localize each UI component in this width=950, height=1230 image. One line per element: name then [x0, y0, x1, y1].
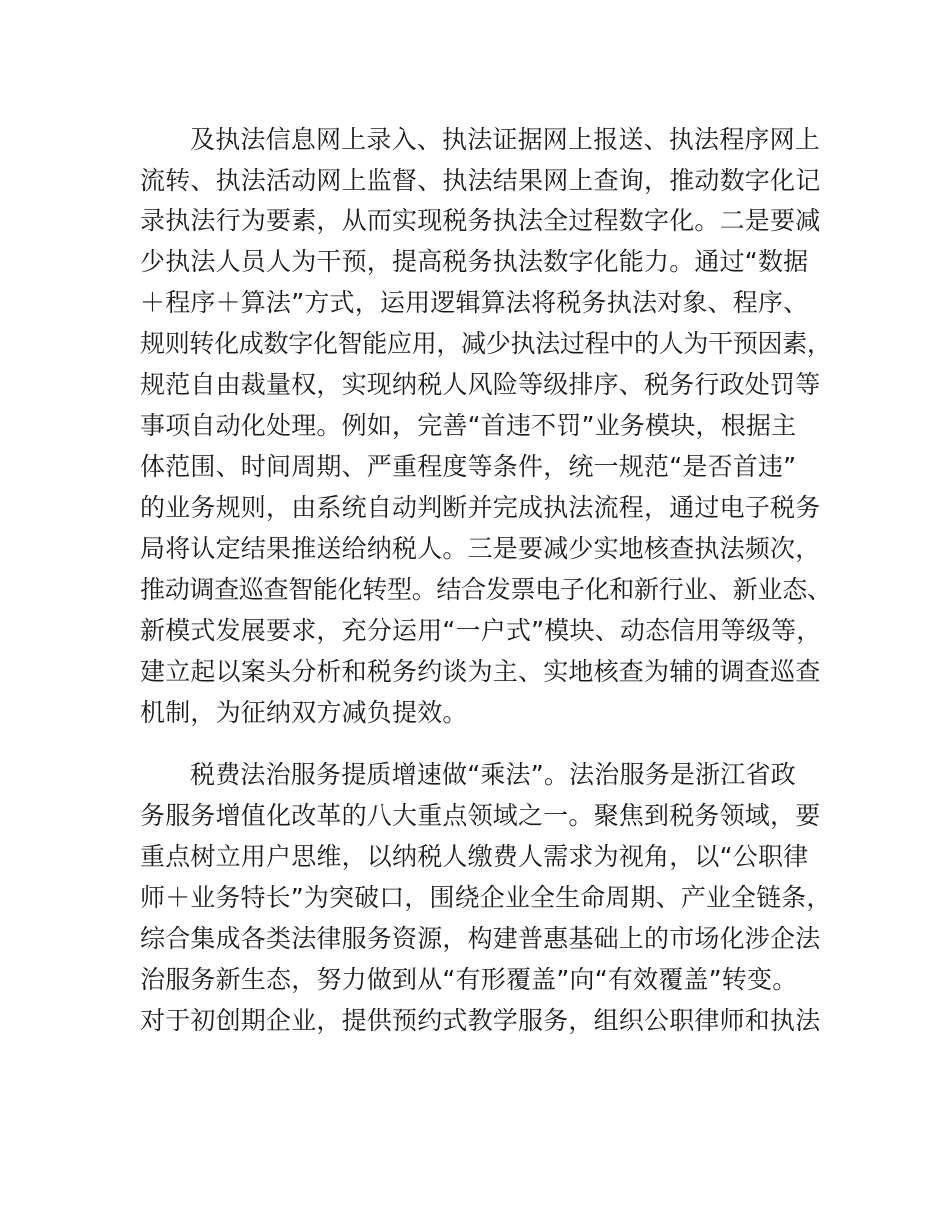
text-line: 师＋业务特长”为突破口，围绕企业全生命周期、产业全链条， — [140, 883, 832, 912]
text-line: 局将认定结果推送给纳税人。三是要减少实地核查执法频次， — [140, 534, 821, 563]
text-line: ＋程序＋算法”方式，运用逻辑算法将税务执法对象、程序、 — [140, 288, 809, 317]
text-line: 综合集成各类法律服务资源，构建普惠基础上的市场化涉企法 — [140, 924, 821, 953]
text-line: 重点树立用户思维，以纳税人缴费人需求为视角，以“公职律 — [140, 842, 809, 871]
text-line: 规范自由裁量权，实现纳税人风险等级排序、税务行政处罚等 — [140, 370, 821, 399]
text-line: 的业务规则，由系统自动判断并完成执法流程，通过电子税务 — [140, 493, 821, 522]
text-line: 对于初创期企业，提供预约式教学服务，组织公职律师和执法 — [140, 1006, 821, 1035]
text-line: 建立起以案头分析和税务约谈为主、实地核查为辅的调查巡查 — [140, 657, 821, 686]
text-line: 新模式发展要求，充分运用“一户式”模块、动态信用等级等， — [140, 616, 822, 645]
text-line: 推动调查巡查智能化转型。结合发票电子化和新行业、新业态、 — [140, 575, 832, 604]
text-line: 及执法信息网上录入、执法证据网上报送、执法程序网上 — [190, 125, 821, 154]
text-line: 事项自动化处理。例如，完善“首违不罚”业务模块，根据主 — [140, 411, 797, 440]
text-line: 体范围、时间周期、严重程度等条件，统一规范“是否首违” — [140, 452, 797, 481]
text-line: 务服务增值化改革的八大重点领域之一。聚焦到税务领域，要 — [140, 801, 821, 830]
text-line: 治服务新生态，努力做到从“有形覆盖”向“有效覆盖”转变。 — [140, 965, 798, 994]
text-line: 少执法人员人为干预，提高税务执法数字化能力。通过“数据 — [140, 247, 809, 276]
text-line: 机制，为征纳双方减负提效。 — [140, 698, 468, 727]
text-line: 税费法治服务提质增速做“乘法”。法治服务是浙江省政 — [190, 760, 796, 789]
text-line: 录执法行为要素，从而实现税务执法全过程数字化。二是要减 — [140, 206, 821, 235]
text-line: 流转、执法活动网上监督、执法结果网上查询，推动数字化记 — [140, 166, 821, 195]
text-line: 规则转化成数字化智能应用，减少执法过程中的人为干预因素， — [140, 329, 832, 358]
